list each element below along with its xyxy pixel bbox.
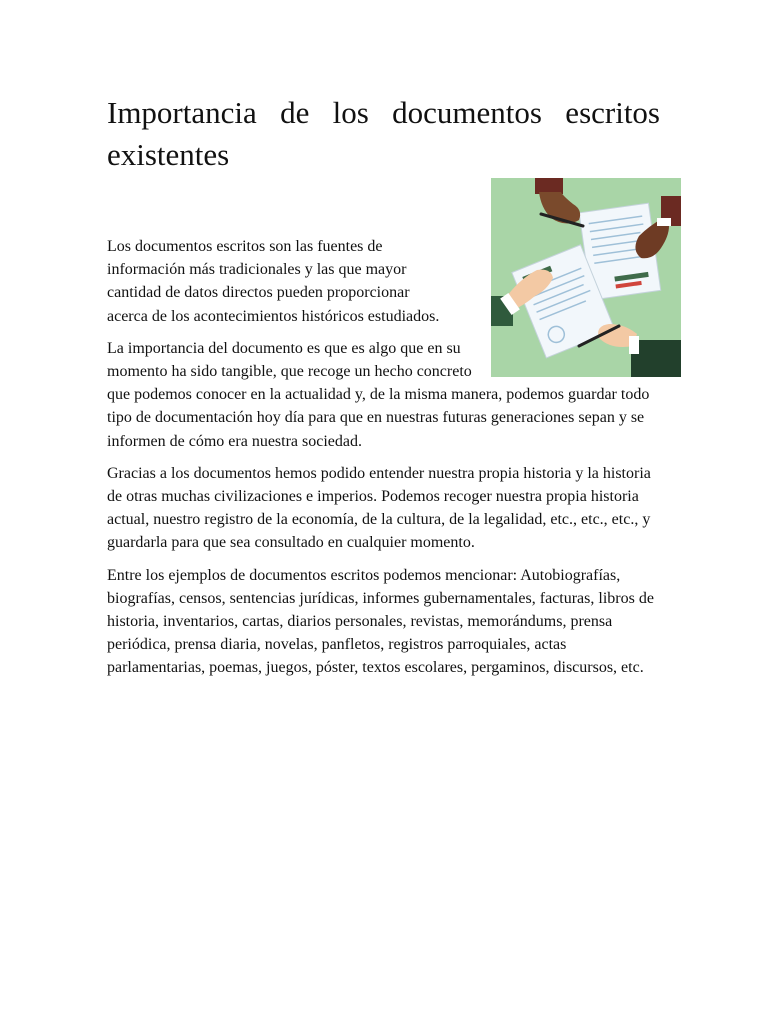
page-title: Importancia de los documentos escritos existentes <box>107 95 660 172</box>
paragraph-history: Gracias a los documentos hemos podido entender nuestra propia historia y la historia de otras muchas civilizaciones e imperios. Podemos recoger nuestra propia historia actual, nuestro registro de la economía, de la cultura, de la legalidad, etc., etc., etc., y guardarla para que sea consultado en cualquier momento. <box>107 464 651 552</box>
body-text <box>107 235 662 689</box>
paragraph-examples: Entre los ejemplos de documentos escritos podemos mencionar: Autobiografías, biografías, censos, sentencias jurídicas, informes gubernamentales, facturas, libros de historia, inventarios, cartas, diarios personales, revistas, memorándums, prensa periódica, prensa diaria, novelas, panfletos, registros parroquiales, actas parlamentarias, poemas, juegos, póster, textos escolares, pergaminos, discursos, etc. <box>107 566 654 677</box>
paragraph-importance: La importancia del documento es que es algo que en su momento ha sido tangible, que recoge un hecho concreto que podemos conocer en la actualidad y, de la misma manera, podemos guardar todo tipo de documentación hoy día para que en nuestras futuras generaciones sepan y se informen de cómo era nuestra sociedad. <box>107 339 650 450</box>
paragraph-intro: Los documentos escritos son las fuentes de información más tradicionales y las que mayor cantidad de datos directos pueden proporcionar acerca de los acontecimientos históricos estudiados. <box>107 238 440 325</box>
image-spacer <box>479 235 662 375</box>
